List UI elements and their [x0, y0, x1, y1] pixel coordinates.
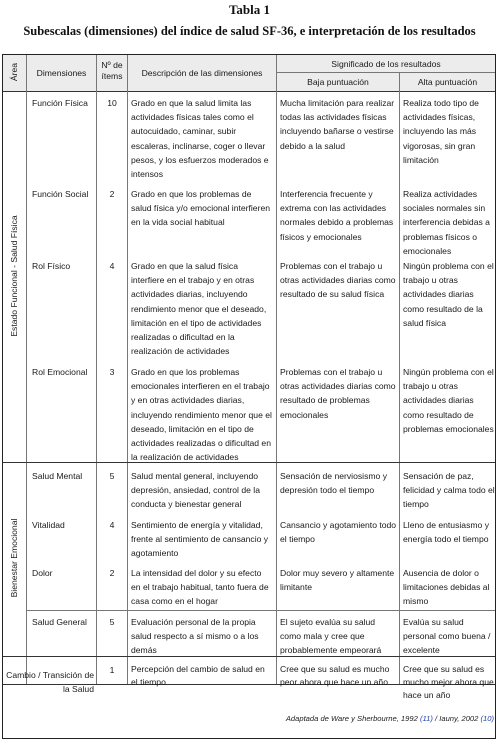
high-score-meaning: Ningún problema con el trabajo u otras actividades diarias como resultado de la salud física — [403, 261, 494, 328]
reference-link[interactable]: (10) — [480, 714, 494, 723]
item-count: 10 — [107, 98, 117, 108]
col-line — [276, 55, 277, 684]
dimension-name: Rol Emocional — [32, 367, 88, 377]
table-number: Tabla 1 — [228, 2, 271, 17]
source-text: / Iauny, 2002 — [432, 714, 481, 723]
source-note — [286, 714, 494, 723]
low-score-meaning: Dolor muy severo y altamente limitante — [280, 568, 395, 593]
source-text: Adaptada de Ware y Sherbourne, 1992 — [285, 714, 420, 723]
low-score-meaning: Mucha limitación para realizar todas las actividades físicas incluyendo bañarse o vestirse debido a la salud — [280, 98, 395, 151]
dimension-name: Dolor — [32, 568, 53, 578]
dimension-name: Salud General — [32, 617, 87, 627]
header-area: Área — [9, 62, 19, 82]
header-significado: Significado de los resultados — [331, 59, 441, 69]
item-count: 5 — [109, 617, 115, 627]
low-score-meaning: Cansancio y agotamiento todo el tiempo — [280, 520, 397, 545]
col-line — [127, 55, 128, 684]
dimension-description: Evaluación personal de la propia salud respecto a sí mismo o a los demás — [131, 617, 259, 656]
high-score-meaning: Lleno de entusiasmo y energía todo el tiempo — [403, 520, 489, 545]
area-label-fisica: Estado Funcional - Salud Física — [9, 215, 19, 337]
area-label-cambio: Cambio / Transición de la Salud — [6, 670, 94, 695]
dimension-description: Grado en que la salud limita las actividades físicas tales como el autocuidado, caminar, subir escaleras, inclinarse, coger o llevar pesos, y los esfuerzos moderados e intensos — [131, 98, 269, 180]
low-score-meaning: Cree que su salud es mucho peor ahora que hace un año — [280, 664, 390, 687]
item-count: 2 — [109, 568, 115, 578]
header-dimensiones: Dimensiones — [36, 68, 87, 78]
row-separator — [26, 610, 495, 611]
item-count: 3 — [109, 367, 115, 377]
high-score-meaning: Cree que su salud es mucho mejor ahora que hace un año — [403, 664, 494, 700]
low-score-meaning: Sensación de nerviosismo y depresión todo el tiempo — [280, 471, 387, 496]
item-count: 2 — [109, 189, 115, 199]
col-line — [399, 72, 400, 684]
dimension-description: Grado en que los problemas de salud física y/o emocional interfieren en la vida social habitual — [131, 189, 271, 228]
dimension-name: Salud Mental — [32, 471, 83, 481]
col-line — [26, 55, 27, 684]
high-score-meaning: Sensación de paz, felicidad y calma todo el tiempo — [403, 471, 495, 510]
header-bottom-line — [3, 91, 495, 92]
table-title: Subescalas (dimensiones) del índice de salud SF-36, e interpretación de los resultados — [23, 24, 476, 38]
item-count: 4 — [109, 520, 115, 530]
dimension-description: Sentimiento de energía y vitalidad, frente al sentimiento de cansancio y agotamiento — [131, 520, 269, 559]
dimension-name: Función Física — [32, 98, 88, 108]
high-score-meaning: Ningún problema con el trabajo u otras actividades diarias como resultado de problemas emocionales — [403, 367, 494, 434]
dimension-name: Función Social — [32, 189, 89, 199]
item-count: 4 — [109, 261, 115, 271]
dimension-description: La intensidad del dolor y su efecto en el trabajo habitual, tanto fuera de casa como en el hogar — [131, 568, 269, 607]
header-descripcion: Descripción de las dimensiones — [141, 68, 263, 78]
dimension-name: Rol Físico — [32, 261, 71, 271]
header-alta: Alta puntuación — [417, 77, 478, 87]
dimension-description: Grado en que la salud física interfiere en el trabajo y en otras actividades diarias, incluyendo rendimiento menor que el deseado, limitación en el tipo de actividades realizadas o dificultad en la realización de actividades — [131, 261, 267, 357]
dimension-description: Percepción del cambio de salud en el tiempo — [131, 664, 265, 687]
high-score-meaning: Ausencia de dolor o limitaciones debidas al mismo — [403, 568, 490, 607]
high-score-meaning: Realiza todo tipo de actividades físicas, incluyendo las más vigorosas, sin gran limitación — [403, 98, 479, 165]
header-items: Nº de ítems — [101, 60, 123, 81]
item-count: 5 — [109, 471, 115, 481]
dimension-description: Salud mental general, incluyendo depresión, ansiedad, control de la conducta y bienestar general — [131, 471, 260, 510]
low-score-meaning: Interferencia frecuente y extrema con las actividades normales debido a problemas físicos y emocionales — [280, 189, 394, 242]
high-score-meaning: Realiza actividades sociales normales sin interferencia debidas a problemas físicos o emocionales — [403, 189, 490, 256]
low-score-meaning: El sujeto evalúa su salud como mala y cree que probablemente empeorará — [280, 617, 382, 656]
dimension-description: Grado en que los problemas emocionales interfieren en el trabajo y en otras actividades diarias, incluyendo rendimiento menor que el deseado, limitación en el tipo de actividades realizadas o dificultad en la realización de actividades — [131, 367, 272, 463]
low-score-meaning: Problemas con el trabajo u otras actividades diarias como resultado de problemas emocionales — [280, 367, 396, 420]
reference-link[interactable]: (11) — [419, 714, 433, 723]
dimension-name: Vitalidad — [32, 520, 65, 530]
area-label-emocional: Bienestar Emocional — [9, 518, 19, 598]
low-score-meaning: Problemas con el trabajo u otras actividades diarias como resultado de su salud física — [280, 261, 396, 300]
item-count: 1 — [109, 665, 115, 675]
high-score-meaning: Evalúa su salud personal como buena / excelente — [403, 617, 491, 656]
header-baja: Baja puntuación — [307, 77, 369, 87]
header-divider — [276, 72, 495, 73]
